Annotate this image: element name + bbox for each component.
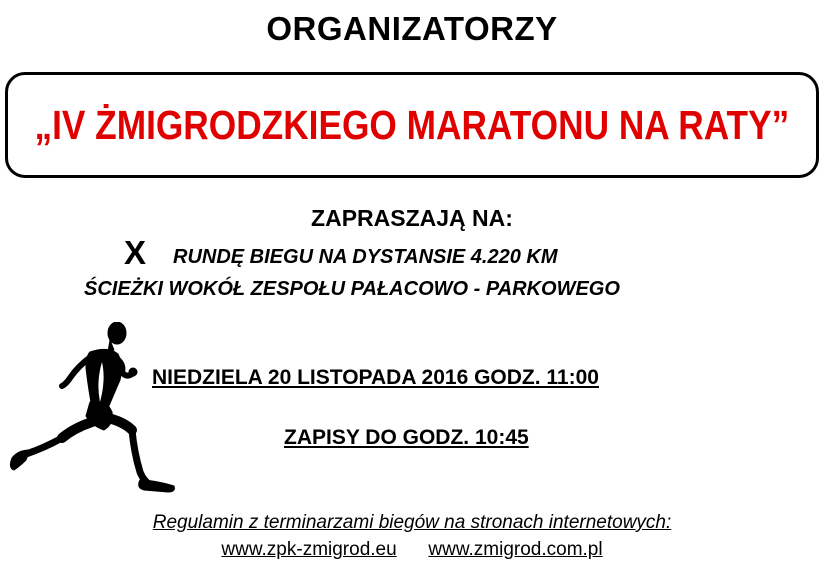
route-line: ŚCIEŻKI WOKÓŁ ZESPOŁU PAŁACOWO - PARKOWEGO: [84, 278, 620, 300]
website-links: [0, 539, 824, 561]
event-title-banner: [5, 72, 819, 178]
invite-heading: ZAPRASZAJĄ NA:: [311, 205, 513, 231]
link-spacer: [402, 539, 423, 560]
x-mark: X: [124, 234, 147, 271]
organizers-heading: ORGANIZATORZY: [266, 10, 558, 47]
link-zmigrod-com-pl[interactable]: www.zmigrod.com.pl: [428, 539, 603, 560]
run-distance-line: RUNDĘ BIEGU NA DYSTANSIE 4.220 KM: [173, 246, 558, 268]
event-title: „IV ŻMIGRODZKIEGO MARATONU NA RATY”: [34, 101, 790, 148]
runner-silhouette-icon: [4, 322, 179, 498]
link-zpk-zmigrod[interactable]: www.zpk-zmigrod.eu: [221, 539, 397, 560]
event-date-time: NIEDZIELA 20 LISTOPADA 2016 GODZ. 11:00: [152, 366, 599, 389]
rules-info: Regulamin z terminarzami biegów na stronach internetowych:: [152, 512, 672, 533]
registration-deadline: ZAPISY DO GODZ. 10:45: [284, 426, 529, 449]
